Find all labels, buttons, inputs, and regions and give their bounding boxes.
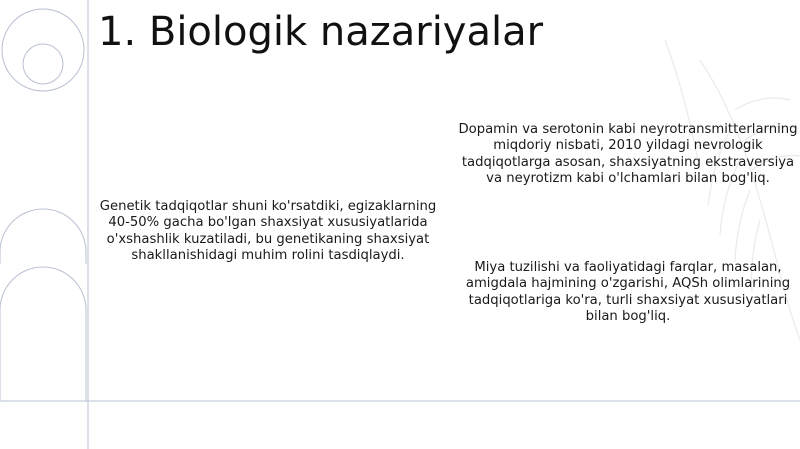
slide-title: 1. Biologik nazariyalar (98, 9, 544, 55)
arch-outline-lower (0, 267, 86, 401)
genetics-paragraph: Genetik tadqiqotlar shuni ko'rsatdiki, egizaklarning 40-50% gacha bo'lgan shaxsiyat xususiyatlarida o'xshashlik kuzatiladi, bu genetikaning shaxsiyat shakllanishidagi muhim rolini tasdiqlaydi. (99, 199, 437, 263)
large-circle-outline (2, 9, 84, 91)
small-circle-outline (23, 44, 63, 84)
neurotransmitter-paragraph: Dopamin va serotonin kabi neyrotransmitterlarning miqdoriy nisbati, 2010 yildagi nevrologik tadqiqotlarga asosan, shaxsiyatning ekstraversiya va neyrotizm kabi o'lchamlari bilan bog'liq. (458, 122, 798, 186)
brain-structure-paragraph: Miya tuzilishi va faoliyatidagi farqlar, masalan, amigdala hajmining o'zgarishi, AQSh olimlarining tadqiqotlariga ko'ra, turli shaxsiyat xususiyatlari bilan bog'liq. (465, 260, 791, 324)
arch-outline-upper (0, 209, 86, 264)
